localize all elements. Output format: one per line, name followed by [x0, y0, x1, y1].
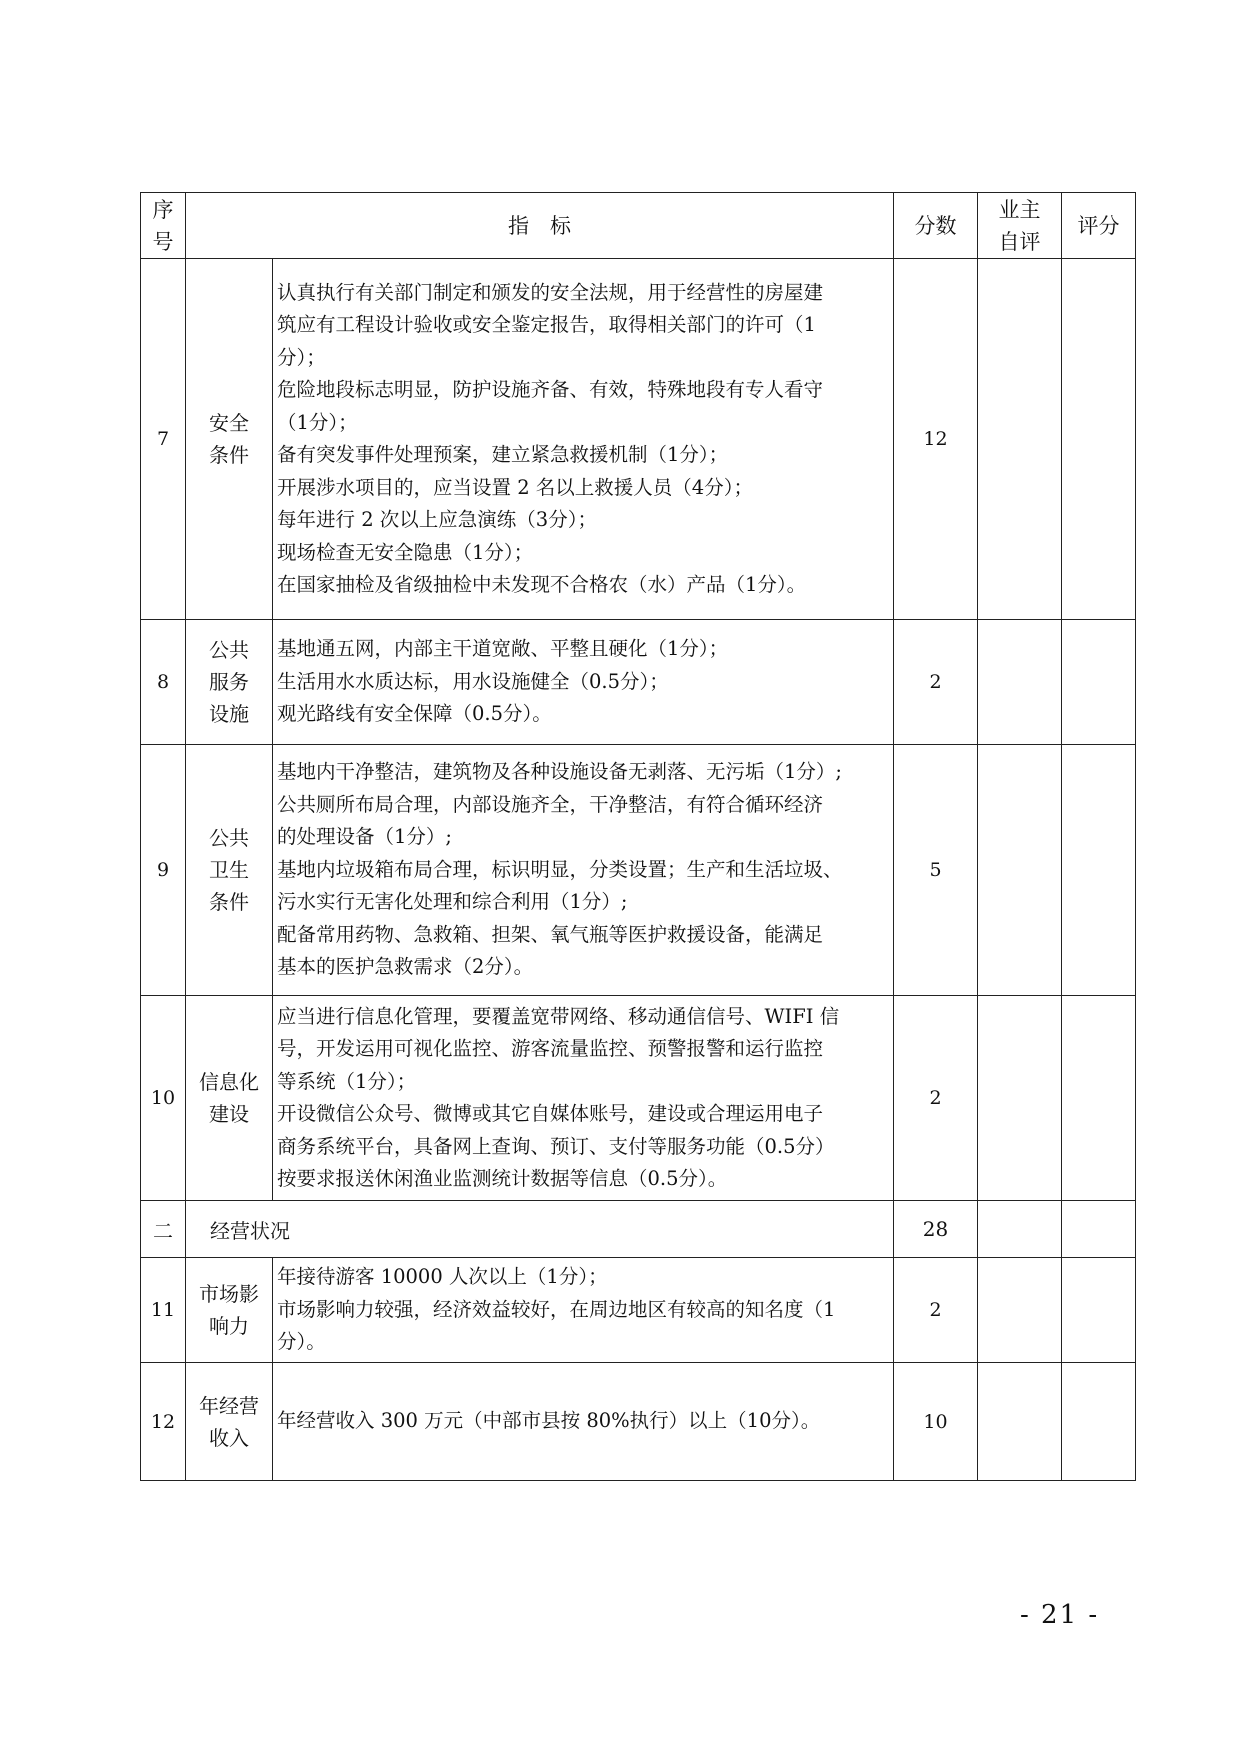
row-description	[273, 1258, 894, 1363]
row-score: 2	[894, 996, 978, 1201]
description-line: 在国家抽检及省级抽检中未发现不合格农（水）产品（1分）。	[277, 573, 807, 596]
row-description	[273, 996, 894, 1201]
description-line: 按要求报送休闲渔业监测统计数据等信息（0.5分）。	[277, 1167, 728, 1190]
description-line: 公共厕所布局合理，内部设施齐全，干净整洁，有符合循环经济	[277, 792, 824, 816]
description-line: 年经营收入 300 万元（中部市县按 80%执行）以上（10分）。	[277, 1409, 821, 1433]
table-row	[141, 745, 1136, 996]
rating-cell	[1062, 259, 1136, 620]
row-description	[273, 620, 894, 745]
self-eval-cell	[978, 745, 1062, 996]
description-line: 等系统（1分）；	[277, 1069, 417, 1093]
section-name: 经营状况	[186, 1201, 894, 1258]
row-index: 7	[141, 259, 186, 620]
row-name: 公共卫生条件	[186, 745, 273, 996]
description-line: 开设微信公众号、微博或其它自媒体账号，建设或合理运用电子	[277, 1102, 824, 1125]
page-number: - 21 -	[1020, 1600, 1100, 1630]
rating-cell	[1062, 1258, 1136, 1363]
self-eval-cell	[978, 1258, 1062, 1363]
description-line: 开展涉水项目的，应当设置 2 名以上救援人员（4分）；	[277, 475, 753, 499]
row-description	[273, 259, 894, 620]
row-description	[273, 1363, 894, 1481]
section-index: 二	[141, 1201, 186, 1258]
description-line: 分）。	[277, 1330, 326, 1354]
self-eval-cell	[978, 1363, 1062, 1481]
rating-cell	[1062, 620, 1136, 745]
description-line: 现场检查无安全隐患（1分）；	[277, 540, 534, 564]
table-row	[141, 1258, 1136, 1363]
description-line: 商务系统平台，具备网上查询、预订、支付等服务功能（0.5分）	[277, 1134, 835, 1158]
row-index: 9	[141, 745, 186, 996]
description-line: 配备常用药物、急救箱、担架、氧气瓶等医护救援设备，能满足	[277, 922, 824, 946]
row-name: 信息化建设	[186, 996, 273, 1201]
row-description	[273, 745, 894, 996]
header-score: 分数	[894, 193, 978, 259]
description-line: 危险地段标志明显，防护设施齐备、有效，特殊地段有专人看守	[277, 378, 824, 401]
description-line: 市场影响力较强，经济效益较好，在周边地区有较高的知名度（1	[277, 1297, 836, 1321]
row-index: 11	[141, 1258, 186, 1363]
description-line: 基地通五网，内部主干道宽敞、平整且硬化（1分）；	[277, 637, 729, 661]
row-name: 安全条件	[186, 259, 273, 620]
row-score: 2	[894, 620, 978, 745]
self-eval-cell	[978, 259, 1062, 620]
description-line: 年接待游客 10000 人次以上（1分）；	[277, 1265, 608, 1289]
description-line: 筑应有工程设计验收或安全鉴定报告，取得相关部门的许可（1	[277, 313, 816, 336]
description-line: 基本的医护急救需求（2分）。	[277, 955, 534, 979]
scoring-table	[140, 192, 1136, 1481]
section-score: 28	[894, 1201, 978, 1258]
row-index: 10	[141, 996, 186, 1201]
description-line: 污水实行无害化处理和综合利用（1分）;	[277, 890, 628, 914]
table-row	[141, 1363, 1136, 1481]
rating-cell	[1062, 1201, 1136, 1258]
section-row	[141, 1201, 1136, 1258]
description-line: 的处理设备（1分）;	[277, 825, 452, 849]
row-score: 12	[894, 259, 978, 620]
table-row	[141, 259, 1136, 620]
description-line: 号，开发运用可视化监控、游客流量监控、预警报警和运行监控	[277, 1037, 824, 1060]
self-eval-cell	[978, 996, 1062, 1201]
header-row	[141, 193, 1136, 259]
header-self-eval: 业主自评	[978, 193, 1062, 259]
row-name: 年经营收入	[186, 1363, 273, 1481]
header-rating: 评分	[1062, 193, 1136, 259]
row-score: 5	[894, 745, 978, 996]
header-index: 序号	[141, 193, 186, 259]
table-row	[141, 620, 1136, 745]
row-name: 公共服务设施	[186, 620, 273, 745]
rating-cell	[1062, 996, 1136, 1201]
description-line: 认真执行有关部门制定和颁发的安全法规，用于经营性的房屋建	[277, 280, 824, 304]
description-line: 基地内干净整洁，建筑物及各种设施设备无剥落、无污垢（1分）;	[277, 760, 842, 784]
self-eval-cell	[978, 620, 1062, 745]
row-index: 8	[141, 620, 186, 745]
description-line: （1分）；	[277, 410, 358, 434]
description-line: 基地内垃圾箱布局合理，标识明显，分类设置；生产和生活垃圾、	[277, 857, 843, 881]
row-score: 10	[894, 1363, 978, 1481]
table-row	[141, 996, 1136, 1201]
description-line: 观光路线有安全保障（0.5分）。	[277, 702, 552, 726]
description-line: 每年进行 2 次以上应急演练（3分）；	[277, 508, 597, 531]
header-indicator: 指 标	[186, 193, 894, 259]
self-eval-cell	[978, 1201, 1062, 1258]
description-line: 备有突发事件处理预案，建立紧急救援机制（1分）；	[277, 443, 729, 466]
description-line: 生活用水水质达标，用水设施健全（0.5分）；	[277, 669, 669, 693]
description-line: 分）；	[277, 345, 326, 369]
rating-cell	[1062, 1363, 1136, 1481]
row-name: 市场影响力	[186, 1258, 273, 1363]
rating-cell	[1062, 745, 1136, 996]
row-score: 2	[894, 1258, 978, 1363]
description-line: 应当进行信息化管理，要覆盖宽带网络、移动通信信号、WIFI 信	[277, 1004, 840, 1028]
row-index: 12	[141, 1363, 186, 1481]
